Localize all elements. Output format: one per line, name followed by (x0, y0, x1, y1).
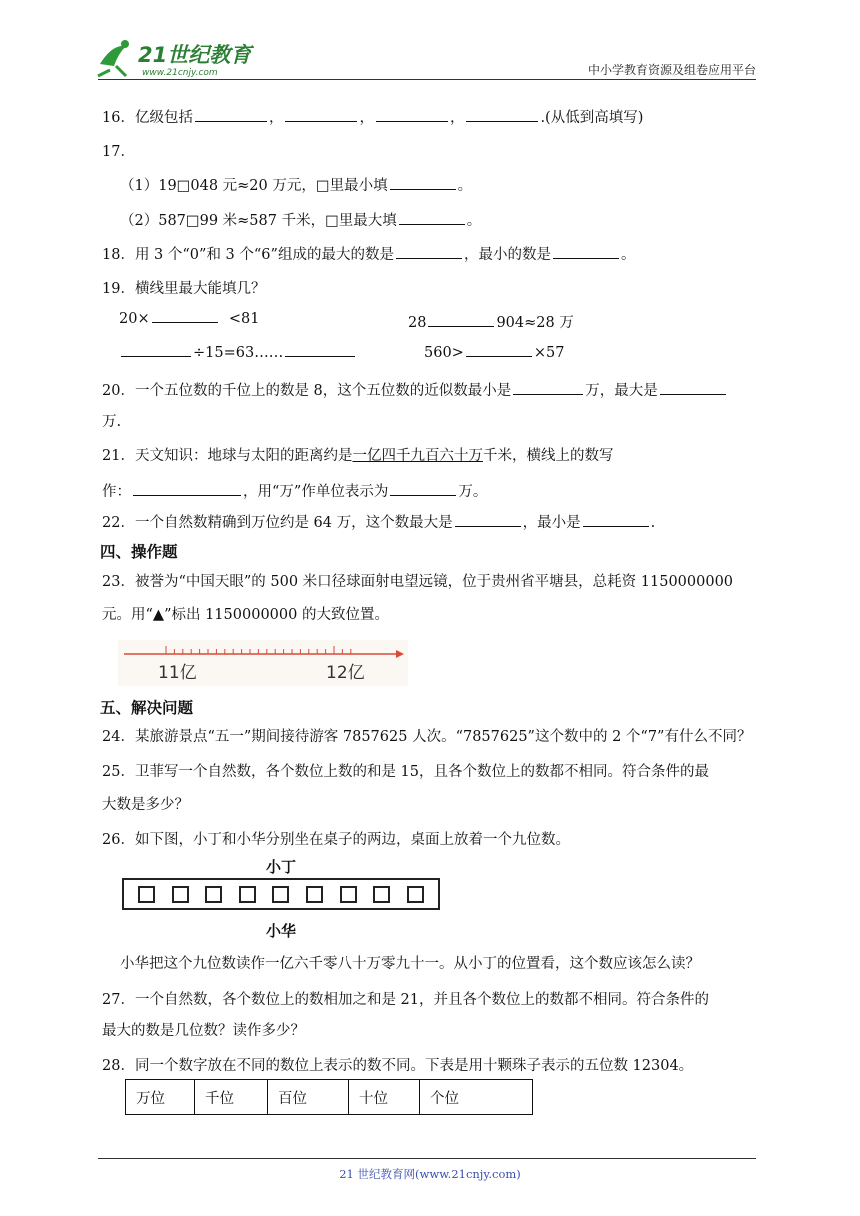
platform-name: 中小学教育资源及组卷应用平台 (587, 63, 756, 77)
question-25: 25．卫菲写一个自然数，各个数位上数的和是 15，且各个数位上的数都不相同。符合条件的最 (102, 764, 710, 780)
number-line-label-left: 11亿 (158, 663, 197, 683)
top-label-xiaoding: 小丁 (266, 858, 297, 876)
question-27-line2: 最大的数是几位数？读作多少？ (102, 1023, 305, 1039)
question-24: 24．某旅游景点“五一”期间接待游客 7857625 人次。“7857625”这个数中的 2 个“7”有什么不同？ (102, 729, 752, 745)
logo (92, 36, 262, 80)
question-19-b: 28 904≈28 万 (408, 315, 574, 331)
question-22: 22．一个自然数精确到万位约是 64 万，这个数最大是 ，最小是 . (102, 515, 656, 531)
logo-url: www.21cnjy.com (142, 68, 218, 78)
footer-text: 21 世纪教育网(www.21cnjy.com) (339, 1167, 521, 1181)
digit-box (373, 886, 390, 903)
digit-box (340, 886, 357, 903)
question-23-line2: 元。用“▲”标出 1150000000 的大致位置。 (102, 607, 389, 623)
col-wan: 万位 (126, 1080, 195, 1115)
nine-digit-boxes (122, 878, 440, 910)
section-5-heading: 五、解决问题 (100, 699, 194, 717)
col-ge: 个位 (420, 1080, 533, 1115)
question-17: 17． (102, 144, 135, 160)
question-16: 16．亿级包括 ， ， ， .(从低到高填写) (102, 110, 644, 126)
section-4-heading: 四、操作题 (100, 543, 178, 561)
question-19: 19．横线里最大能填几？ (102, 281, 266, 297)
digit-box (407, 886, 424, 903)
question-19-d: 560> ×57 (424, 345, 565, 361)
question-19-c: ÷15=63…… (119, 345, 357, 361)
number-line-label-right: 12亿 (326, 663, 365, 683)
place-value-table (125, 1079, 533, 1115)
question-19-a: 20× <81 (119, 311, 260, 327)
bottom-label-xiaohua: 小华 (266, 922, 297, 940)
question-20-line2: 万. (102, 414, 122, 430)
header-divider (98, 79, 756, 80)
digit-box (272, 886, 289, 903)
number-line (118, 640, 408, 686)
col-qian: 千位 (195, 1080, 268, 1115)
col-bai: 百位 (268, 1080, 349, 1115)
question-26-line2: 小华把这个九位数读作一亿六千零八十万零九十一。从小丁的位置看，这个数应该怎么读？ (120, 956, 700, 972)
question-20: 20．一个五位数的千位上的数是 8，这个五位数的近似数最小是 万，最大是 (102, 379, 728, 400)
question-26: 26．如下图，小丁和小华分别坐在桌子的两边，桌面上放着一个九位数。 (102, 832, 570, 848)
digit-box (205, 886, 222, 903)
question-23: 23．被誉为“中国天眼”的 500 米口径球面射电望远镜，位于贵州省平塘县，总耗资 1150000000 (102, 574, 734, 590)
question-28: 28．同一个数字放在不同的数位上表示的数不同。下表是用十颗珠子表示的五位数 12304。 (102, 1058, 694, 1074)
logo-text: 21世纪教育 (138, 43, 252, 67)
digit-box (239, 886, 256, 903)
digit-box (306, 886, 323, 903)
footer-divider (98, 1158, 756, 1159)
digit-box (172, 886, 189, 903)
question-25-line2: 大数是多少？ (102, 797, 189, 813)
col-shi: 十位 (349, 1080, 420, 1115)
question-18: 18．用 3 个“0”和 3 个“6”组成的最大的数是 ，最小的数是 。 (102, 247, 636, 263)
question-17-2: （2）587□99 米≈587 千米，□里最大填 。 (120, 213, 482, 229)
digit-box (138, 886, 155, 903)
question-21-line2: 作： ，用“万”作单位表示为 万。 (102, 484, 488, 500)
question-21: 21．天文知识：地球与太阳的距离约是一亿四千九百六十万千米，横线上的数写 (102, 448, 614, 464)
question-17-1: （1）19□048 元≈20 万元，□里最小填 。 (120, 178, 473, 194)
question-27: 27．一个自然数，各个数位上的数相加之和是 21，并且各个数位上的数都不相同。符合条件的 (102, 992, 710, 1008)
